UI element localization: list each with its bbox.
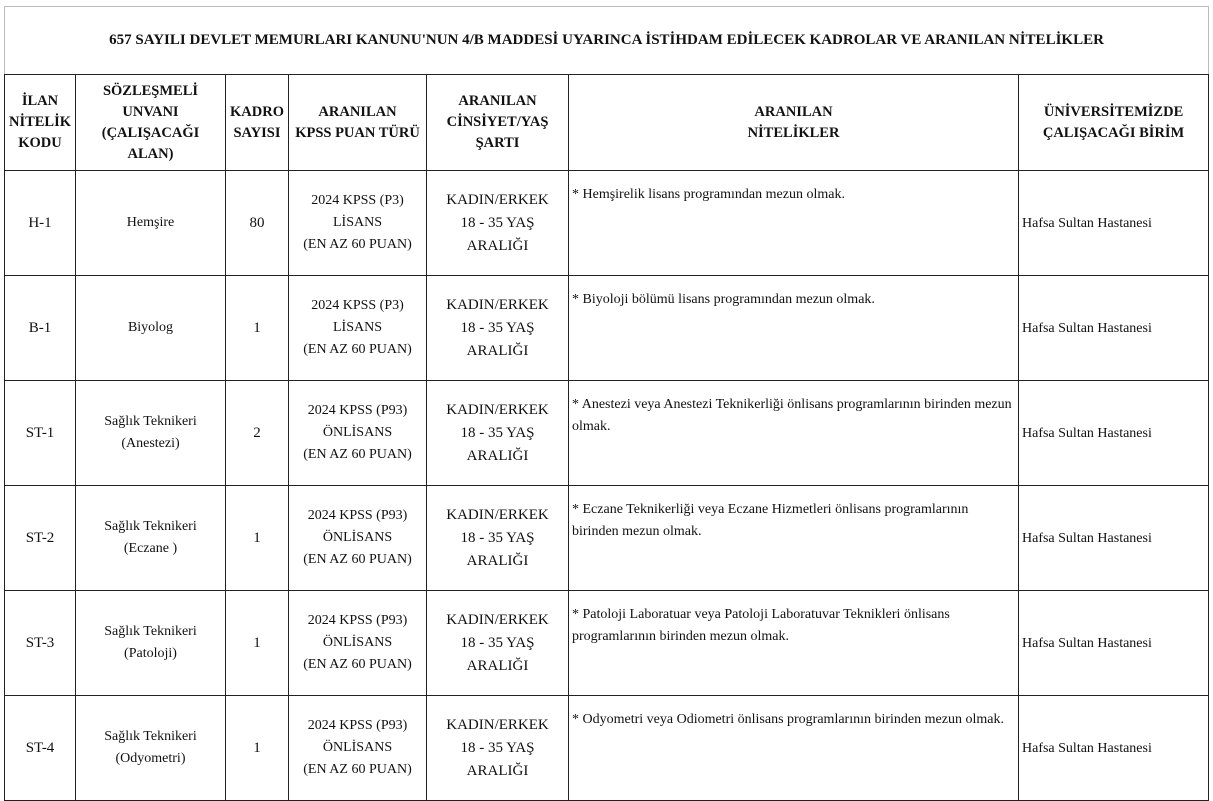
header-kpss: ARANILAN KPSS PUAN TÜRÜ — [289, 75, 427, 171]
table-row — [5, 381, 1209, 486]
cell-kpss: 2024 KPSS (P3) LİSANS (EN AZ 60 PUAN) — [289, 276, 427, 381]
header-unit: ÜNİVERSİTEMİZDE ÇALIŞACAĞI BİRİM — [1019, 75, 1209, 171]
cell-unit: Hafsa Sultan Hastanesi — [1019, 486, 1209, 591]
cell-code: ST-4 — [5, 696, 76, 801]
cell-position: Sağlık Teknikeri (Odyometri) — [76, 696, 226, 801]
cell-qualification: * Hemşirelik lisans programından mezun olmak. — [569, 171, 1019, 276]
cell-qualification: * Patoloji Laboratuar veya Patoloji Laboratuvar Teknikleri önlisans programlarının birinden mezun olmak. — [569, 591, 1019, 696]
cell-qualification: * Eczane Teknikerliği veya Eczane Hizmetleri önlisans programlarının birinden mezun olmak. — [569, 486, 1019, 591]
cell-gender-age: KADIN/ERKEK 18 - 35 YAŞ ARALIĞI — [427, 486, 569, 591]
cell-position: Sağlık Teknikeri (Eczane ) — [76, 486, 226, 591]
cell-position: Sağlık Teknikeri (Patoloji) — [76, 591, 226, 696]
cell-gender-age: KADIN/ERKEK 18 - 35 YAŞ ARALIĞI — [427, 171, 569, 276]
cell-position: Biyolog — [76, 276, 226, 381]
cell-code: ST-1 — [5, 381, 76, 486]
cell-kpss: 2024 KPSS (P93) ÖNLİSANS (EN AZ 60 PUAN) — [289, 486, 427, 591]
header-code: İLAN NİTELİK KODU — [5, 75, 76, 171]
cell-unit: Hafsa Sultan Hastanesi — [1019, 276, 1209, 381]
table-title: 657 SAYILI DEVLET MEMURLARI KANUNU'NUN 4/B MADDESİ UYARINCA İSTİHDAM EDİLECEK KADROLAR VE ARANILAN NİTELİKLER — [5, 7, 1209, 75]
cell-gender-age: KADIN/ERKEK 18 - 35 YAŞ ARALIĞI — [427, 276, 569, 381]
cell-kpss: 2024 KPSS (P93) ÖNLİSANS (EN AZ 60 PUAN) — [289, 381, 427, 486]
cell-qualification: * Odyometri veya Odiometri önlisans programlarının birinden mezun olmak. — [569, 696, 1019, 801]
cell-code: ST-3 — [5, 591, 76, 696]
cell-kpss: 2024 KPSS (P93) ÖNLİSANS (EN AZ 60 PUAN) — [289, 591, 427, 696]
header-row — [5, 75, 1209, 171]
positions-table — [4, 6, 1209, 801]
header-position: SÖZLEŞMELİ UNVANI (ÇALIŞACAĞI ALAN) — [76, 75, 226, 171]
spreadsheet-page — [4, 6, 1208, 779]
table-row — [5, 276, 1209, 381]
cell-count: 1 — [226, 591, 289, 696]
cell-unit: Hafsa Sultan Hastanesi — [1019, 381, 1209, 486]
cell-position: Hemşire — [76, 171, 226, 276]
cell-qualification: * Anestezi veya Anestezi Teknikerliği önlisans programlarının birinden mezun olmak. — [569, 381, 1019, 486]
cell-qualification: * Biyoloji bölümü lisans programından mezun olmak. — [569, 276, 1019, 381]
cell-code: H-1 — [5, 171, 76, 276]
cell-code: B-1 — [5, 276, 76, 381]
cell-gender-age: KADIN/ERKEK 18 - 35 YAŞ ARALIĞI — [427, 381, 569, 486]
cell-kpss: 2024 KPSS (P3) LİSANS (EN AZ 60 PUAN) — [289, 171, 427, 276]
cell-count: 1 — [226, 486, 289, 591]
header-qualifications: ARANILAN NİTELİKLER — [569, 75, 1019, 171]
cell-gender-age: KADIN/ERKEK 18 - 35 YAŞ ARALIĞI — [427, 591, 569, 696]
header-count: KADRO SAYISI — [226, 75, 289, 171]
cell-count: 80 — [226, 171, 289, 276]
cell-code: ST-2 — [5, 486, 76, 591]
cell-gender-age: KADIN/ERKEK 18 - 35 YAŞ ARALIĞI — [427, 696, 569, 801]
table-row — [5, 591, 1209, 696]
cell-unit: Hafsa Sultan Hastanesi — [1019, 696, 1209, 801]
cell-count: 1 — [226, 696, 289, 801]
cell-unit: Hafsa Sultan Hastanesi — [1019, 591, 1209, 696]
cell-position: Sağlık Teknikeri (Anestezi) — [76, 381, 226, 486]
table-row — [5, 171, 1209, 276]
title-row — [5, 7, 1209, 75]
cell-count: 1 — [226, 276, 289, 381]
table-row — [5, 696, 1209, 801]
cell-unit: Hafsa Sultan Hastanesi — [1019, 171, 1209, 276]
table-row — [5, 486, 1209, 591]
header-gender-age: ARANILAN CİNSİYET/YAŞ ŞARTI — [427, 75, 569, 171]
cell-count: 2 — [226, 381, 289, 486]
cell-kpss: 2024 KPSS (P93) ÖNLİSANS (EN AZ 60 PUAN) — [289, 696, 427, 801]
